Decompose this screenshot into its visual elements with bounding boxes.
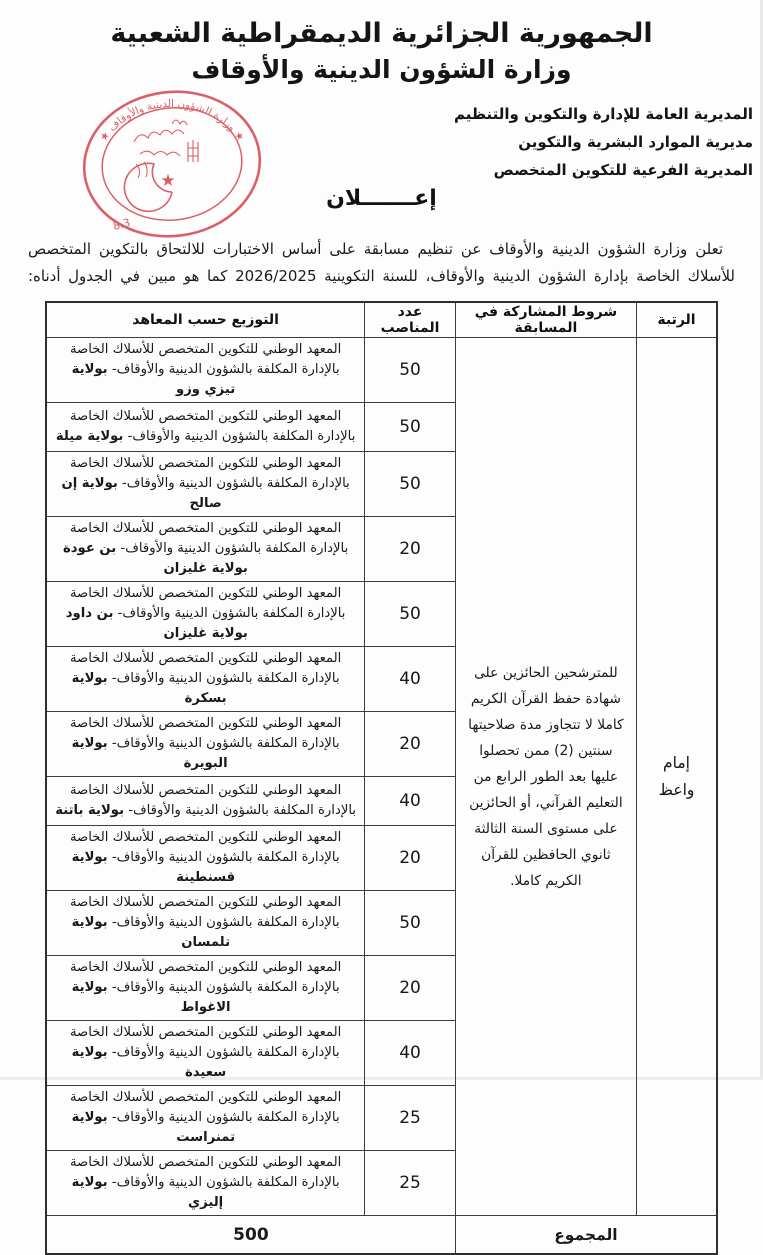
institute-name: المعهد الوطني للتكوين المتخصص للأسلاك الخاصة بالإدارة المكلفة بالشؤون الدينية والأوقاف- xyxy=(69,1025,342,1060)
institute-location: بولاية باتنة xyxy=(55,803,125,818)
institute-name: المعهد الوطني للتكوين المتخصص للأسلاك الخاصة بالإدارة المكلفة بالشؤون الدينية والأوقاف- xyxy=(69,586,346,621)
seats-count: 50 xyxy=(365,403,456,452)
institute-name: المعهد الوطني للتكوين المتخصص للأسلاك الخاصة بالإدارة المكلفة بالشؤون الدينية والأوقاف- xyxy=(69,830,342,865)
seats-count: 25 xyxy=(365,1086,456,1151)
seats-count: 20 xyxy=(365,517,456,582)
institute-name: المعهد الوطني للتكوين المتخصص للأسلاك الخاصة بالإدارة المكلفة بالشؤون الدينية والأوقاف- xyxy=(69,651,342,686)
institute-location: بولاية بسكرة xyxy=(71,671,227,706)
institute-cell xyxy=(46,1086,365,1151)
institute-location: بولاية البويرة xyxy=(71,736,228,771)
col-header-conditions: شروط المشاركة في المسابقة xyxy=(455,302,636,338)
col-header-rank: الرتبة xyxy=(636,302,717,338)
seats-count: 50 xyxy=(365,582,456,647)
institute-location: بولاية إليزي xyxy=(71,1175,224,1210)
institute-location: بن داود بولاية غليزان xyxy=(65,606,248,641)
institute-location: بولاية تمنراست xyxy=(71,1110,236,1145)
institute-name: المعهد الوطني للتكوين المتخصص للأسلاك الخاصة بالإدارة المكلفة بالشؤون الدينية والأوقاف- xyxy=(69,1090,342,1125)
institute-name: المعهد الوطني للتكوين المتخصص للأسلاك الخاصة بالإدارة المكلفة بالشؤون الدينية والأوقاف- xyxy=(69,895,342,930)
stamp-number: 8.3 xyxy=(111,216,132,233)
institute-location: بولاية قسنطينة xyxy=(71,850,236,885)
seats-count: 50 xyxy=(365,452,456,517)
announcement-title: إعـــــــلان xyxy=(326,186,437,211)
institute-name: المعهد الوطني للتكوين المتخصص للأسلاك الخاصة بالإدارة المكلفة بالشؤون الدينية والأوقاف- xyxy=(69,521,349,556)
directorate-list xyxy=(454,100,753,184)
directorate-line-1: المديرية العامة للإدارة والتكوين والتنظيم xyxy=(453,105,753,123)
recruitment-table xyxy=(45,301,718,1255)
institute-cell xyxy=(46,1151,365,1216)
seats-count: 20 xyxy=(365,826,456,891)
seats-count: 40 xyxy=(365,777,456,826)
directorate-line-2: مديرية الموارد البشرية والتكوين xyxy=(518,133,753,151)
institute-cell xyxy=(46,338,365,403)
institute-name: المعهد الوطني للتكوين المتخصص للأسلاك الخاصة بالإدارة المكلفة بالشؤون الدينية والأوقاف- xyxy=(69,1155,342,1190)
seats-count: 50 xyxy=(365,891,456,956)
table-row xyxy=(46,338,717,403)
seats-count: 20 xyxy=(365,956,456,1021)
institute-location: بولاية تلمسان xyxy=(71,915,231,950)
seats-count: 25 xyxy=(365,1151,456,1216)
stamp-ring-text: ★ وزارة الشؤون الدينية والأوقاف ★ xyxy=(97,97,247,144)
institute-cell xyxy=(46,956,365,1021)
institute-location: بن عودة بولاية غليزان xyxy=(63,541,248,576)
institute-cell xyxy=(46,647,365,712)
rank-cell: إمام واعظ xyxy=(636,338,717,1216)
institute-location: بولاية تيزي وزو xyxy=(71,362,236,397)
seats-count: 40 xyxy=(365,1021,456,1086)
institute-location: بولاية سعيدة xyxy=(71,1045,227,1080)
institute-cell xyxy=(46,403,365,452)
table-header-row xyxy=(46,302,717,338)
institute-name: المعهد الوطني للتكوين المتخصص للأسلاك الخاصة بالإدارة المكلفة بالشؤون الدينية والأوقاف- xyxy=(69,342,342,377)
institute-name: المعهد الوطني للتكوين المتخصص للأسلاك الخاصة بالإدارة المكلفة بالشؤون الدينية والأوقاف- xyxy=(69,960,342,995)
republic-title: الجمهورية الجزائرية الديمقراطية الشعبية xyxy=(110,18,653,49)
seats-count: 20 xyxy=(365,712,456,777)
official-stamp-seal xyxy=(76,84,268,244)
institute-name: المعهد الوطني للتكوين المتخصص للأسلاك الخاصة بالإدارة المكلفة بالشؤون الدينية والأوقاف- xyxy=(69,716,342,751)
institute-cell xyxy=(46,712,365,777)
total-value: 500 xyxy=(46,1216,455,1255)
ministry-title: وزارة الشؤون الدينية والأوقاف xyxy=(191,55,572,84)
institute-cell xyxy=(46,891,365,956)
seats-count: 50 xyxy=(365,338,456,403)
col-header-distribution: التوزيع حسب المعاهد xyxy=(46,302,365,338)
institute-cell xyxy=(46,826,365,891)
institute-location: بولاية الاغواط xyxy=(71,980,231,1015)
institute-cell xyxy=(46,777,365,826)
recruitment-table-wrapper xyxy=(45,301,718,1255)
seats-count: 40 xyxy=(365,647,456,712)
directorate-line-3: المديرية الفرعية للتكوين المتخصص xyxy=(493,161,753,179)
table-body xyxy=(46,338,717,1216)
institute-cell xyxy=(46,452,365,517)
institute-cell xyxy=(46,582,365,647)
institute-name: المعهد الوطني للتكوين المتخصص للأسلاك الخاصة بالإدارة المكلفة بالشؤون الدينية والأوقاف- xyxy=(69,456,350,491)
intro-paragraph: تعلن وزارة الشؤون الدينية والأوقاف عن تنظيم مسابقة على أساس الاختبارات للالتحاق بالتكوين المتخصص للأسلاك الخاصة بإدارة الشؤون الدينية والأوقاف، للسنة التكوينية 2026/2025 كما هو مبين في الجدول أدناه: xyxy=(28,240,735,285)
page-header xyxy=(0,18,763,84)
institute-cell xyxy=(46,1021,365,1086)
total-row xyxy=(46,1216,717,1255)
institute-name: المعهد الوطني للتكوين المتخصص للأسلاك الخاصة بالإدارة المكلفة بالشؤون الدينية والأوقاف- xyxy=(69,783,357,818)
conditions-cell: للمترشحين الحائزين على شهادة حفظ القرآن الكريم كاملا لا تتجاوز مدة صلاحيتها سنتين (2) ممن تحصلوا عليها بعد الطور الرابع من التعليم القرآني، أو الحائزين على مستوى السنة الثالثة ثانوي الحافظين للقرآن الكريم كاملا. xyxy=(455,338,636,1216)
total-label: المجموع xyxy=(455,1216,717,1255)
institute-name: المعهد الوطني للتكوين المتخصص للأسلاك الخاصة بالإدارة المكلفة بالشؤون الدينية والأوقاف- xyxy=(69,409,356,444)
stamp-star-icon: ★ xyxy=(160,171,176,191)
institute-location: بولاية ميلة xyxy=(55,429,124,444)
col-header-seats: عدد المناصب xyxy=(365,302,456,338)
institute-location: بولاية إن صالح xyxy=(61,476,222,511)
institute-cell xyxy=(46,517,365,582)
